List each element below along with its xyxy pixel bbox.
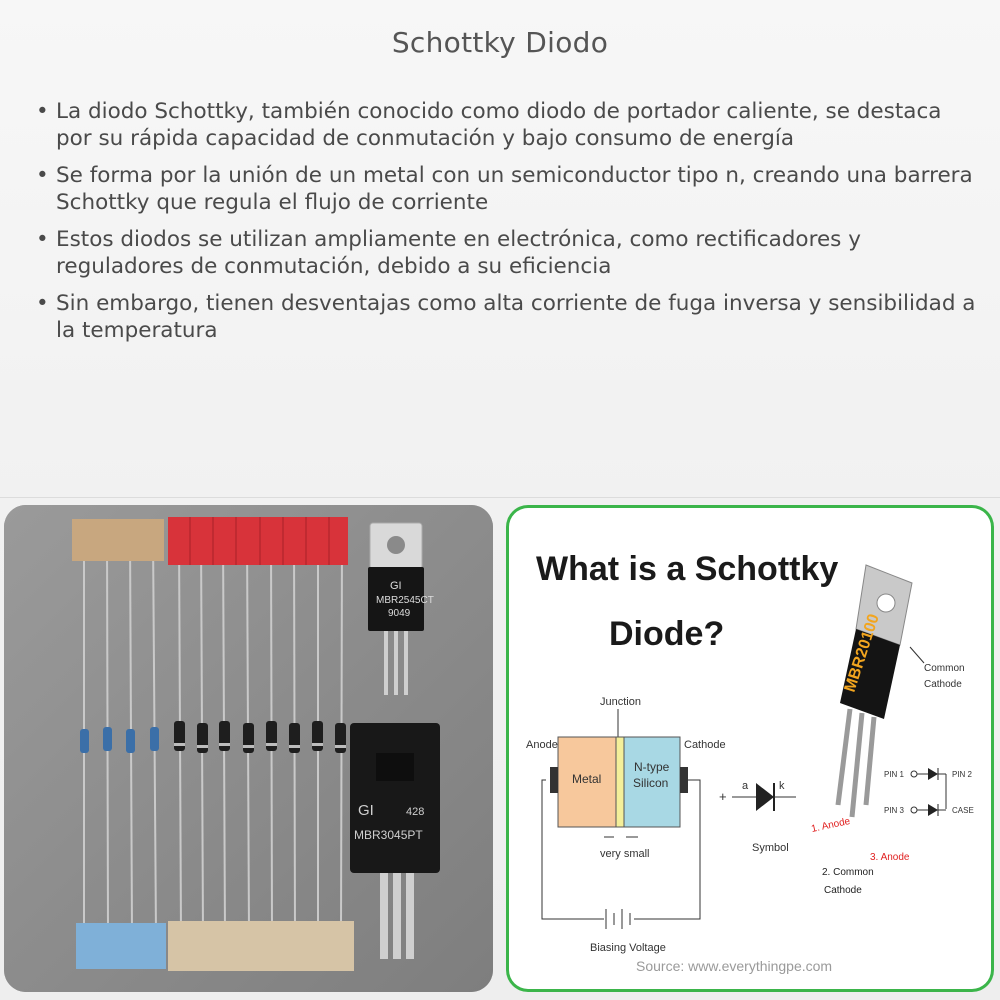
mbr20100-package [838,565,912,817]
bullet-dot-icon: • [36,227,49,252]
pin1-diode-icon [928,768,938,780]
bullet-item [32,290,982,344]
pin-common-label-1: 2. Common [822,867,874,878]
junction-label: Junction [600,696,641,708]
pin3-diode-icon [928,804,938,816]
bullet-item [32,226,982,280]
pin-common-label-2: Cathode [824,885,862,896]
svg-text:a: a [742,780,749,792]
diagram-title-line1: What is a Schottky [536,550,839,588]
svg-text:MBR2545CT: MBR2545CT [376,595,434,606]
bullet-text: Sin embargo, tienen desventajas como alta corriente de fuga inversa y sensibilidad a la temperatura [56,291,976,343]
svg-text:+: + [719,789,727,804]
bullet-item [32,162,982,216]
svg-text:N-type: N-type [634,760,670,774]
bullet-list [32,98,982,354]
junction-region [616,737,624,827]
pin-anode1-label: 1. Anode [810,815,852,835]
bullet-text: La diodo Schottky, también conocido como diodo de portador caliente, se destaca por su rápida capacidad de conmutación y bajo consumo de energía [56,99,942,151]
svg-text:CASE: CASE [952,806,974,815]
symbol-label: Symbol [752,842,789,854]
svg-text:Common: Common [924,663,965,674]
bullet-text: Se forma por la unión de un metal con un semiconductor tipo n, creando una barrera Schottky que regula el flujo de corriente [56,163,973,215]
bullet-dot-icon: • [36,163,49,188]
svg-text:Cathode: Cathode [924,679,962,690]
svg-text:GI: GI [358,802,374,819]
pin-anode3-label: 3. Anode [870,852,910,863]
blue-tape-bottom [76,923,166,969]
svg-text:GI: GI [390,580,402,592]
source-credit: Source: www.everythingpe.com [636,958,833,974]
svg-text:PIN 3: PIN 3 [884,806,905,815]
biasing-voltage-label: Biasing Voltage [590,942,666,954]
svg-text:MBR3045PT: MBR3045PT [354,828,423,842]
svg-text:428: 428 [406,806,425,818]
diodes-photo [4,505,493,992]
bullet-text: Estos diodos se utilizan ampliamente en electrónica, como rectificadores y reguladores de conmutación, debido a su eficiencia [56,227,861,279]
diode-symbol-icon [756,783,774,811]
bullet-dot-icon: • [36,291,49,316]
svg-text:MBR20100: MBR20100 [841,612,883,695]
page-title: Schottky Diodo [391,26,609,59]
section-divider [0,497,1000,498]
beige-tape-top [72,519,164,561]
red-tape-top [168,517,348,565]
svg-text:Silicon: Silicon [633,776,669,790]
anode-label: Anode [526,739,558,751]
svg-text:PIN 2: PIN 2 [952,770,973,779]
cathode-label: Cathode [684,739,726,751]
diagram-title-line2: Diode? [609,615,725,653]
beige-tape-bottom [168,921,354,971]
bullet-item [32,98,982,152]
svg-text:k: k [779,780,785,792]
svg-text:Metal: Metal [572,772,602,786]
schottky-diagram [506,505,994,992]
bullet-dot-icon: • [36,99,49,124]
svg-text:PIN 1: PIN 1 [884,770,905,779]
svg-text:9049: 9049 [388,608,411,619]
very-small-label: very small [600,848,650,860]
